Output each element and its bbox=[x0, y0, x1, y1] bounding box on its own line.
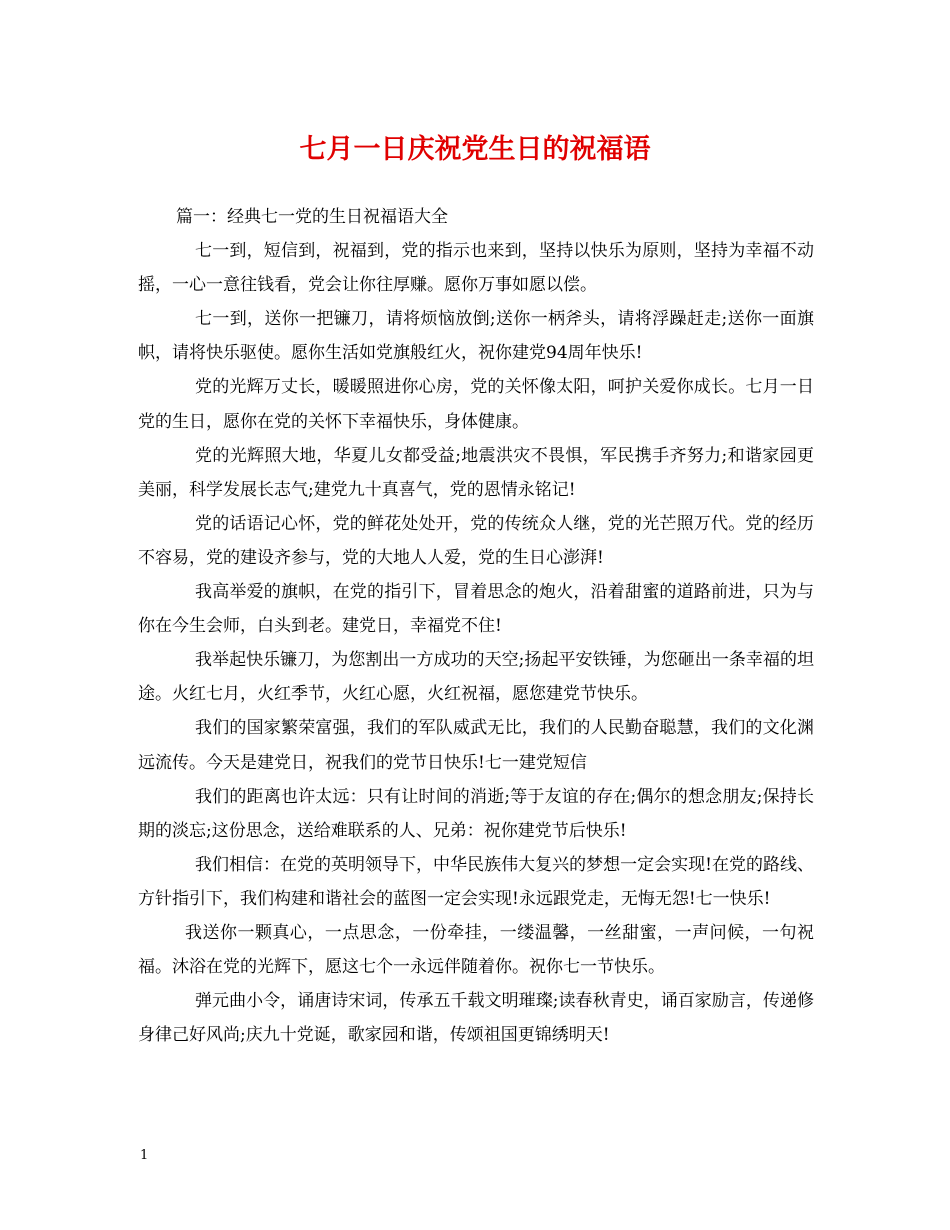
paragraph: 七一到，送你一把镰刀，请将烦恼放倒;送你一柄斧头，请将浮躁赶走;送你一面旗帜，请将快乐驱使。愿你生活如党旗般红火，祝你建党94周年快乐! bbox=[138, 309, 814, 364]
section-heading: 篇一：经典七一党的生日祝福语大全 bbox=[176, 207, 448, 227]
paragraph: 我们的距离也许太远：只有让时间的消逝;等于友谊的存在;偶尔的想念朋友;保持长期的淡忘;这份思念，送给难联系的人、兄弟：祝你建党节后快乐! bbox=[138, 786, 814, 841]
paragraph: 党的光辉万丈长，暖暖照进你心房，党的关怀像太阳，呵护关爱你成长。七月一日党的生日，愿你在党的关怀下幸福快乐，身体健康。 bbox=[138, 377, 814, 432]
page-number: 1 bbox=[140, 1148, 149, 1163]
paragraph: 我们相信：在党的英明领导下，中华民族伟大复兴的梦想一定会实现!在党的路线、方针指引下，我们构建和谐社会的蓝图一定会实现!永远跟党走，无悔无怨!七一快乐! bbox=[138, 854, 814, 909]
paragraph: 我们的国家繁荣富强，我们的军队威武无比，我们的人民勤奋聪慧，我们的文化渊远流传。今天是建党日，祝我们的党节日快乐!七一建党短信 bbox=[138, 718, 814, 773]
document-title: 七月一日庆祝党生日的祝福语 bbox=[299, 134, 651, 165]
paragraph: 我高举爱的旗帜，在党的指引下，冒着思念的炮火，沿着甜蜜的道路前进，只为与你在今生会师，白头到老。建党日，幸福党不住! bbox=[138, 582, 814, 637]
paragraph: 党的话语记心怀，党的鲜花处处开，党的传统众人继，党的光芒照万代。党的经历不容易，党的建设齐参与，党的大地人人爱，党的生日心澎湃! bbox=[138, 513, 814, 568]
paragraph: 七一到，短信到，祝福到，党的指示也来到，坚持以快乐为原则，坚持为幸福不动摇，一心一意往钱看，党会让你往厚赚。愿你万事如愿以偿。 bbox=[138, 241, 814, 296]
paragraph: 我送你一颗真心，一点思念，一份牵挂，一缕温馨，一丝甜蜜，一声问候，一句祝福。沐浴在党的光辉下，愿这七个一永远伴随着你。祝你七一节快乐。 bbox=[138, 922, 814, 978]
paragraph: 弹元曲小令，诵唐诗宋词，传承五千载文明璀璨;读春秋青史，诵百家励言，传递修身律己好风尚;庆九十党诞，歌家园和谐，传颂祖国更锦绣明天! bbox=[138, 991, 814, 1046]
paragraph: 党的光辉照大地，华夏儿女都受益;地震洪灾不畏惧，军民携手齐努力;和谐家园更美丽，科学发展长志气;建党九十真喜气，党的恩情永铭记! bbox=[138, 445, 814, 500]
document-body bbox=[138, 200, 814, 1052]
paragraph: 我举起快乐镰刀，为您割出一方成功的天空;扬起平安铁锤，为您砸出一条幸福的坦途。火红七月，火红季节，火红心愿，火红祝福，愿您建党节快乐。 bbox=[138, 650, 814, 705]
